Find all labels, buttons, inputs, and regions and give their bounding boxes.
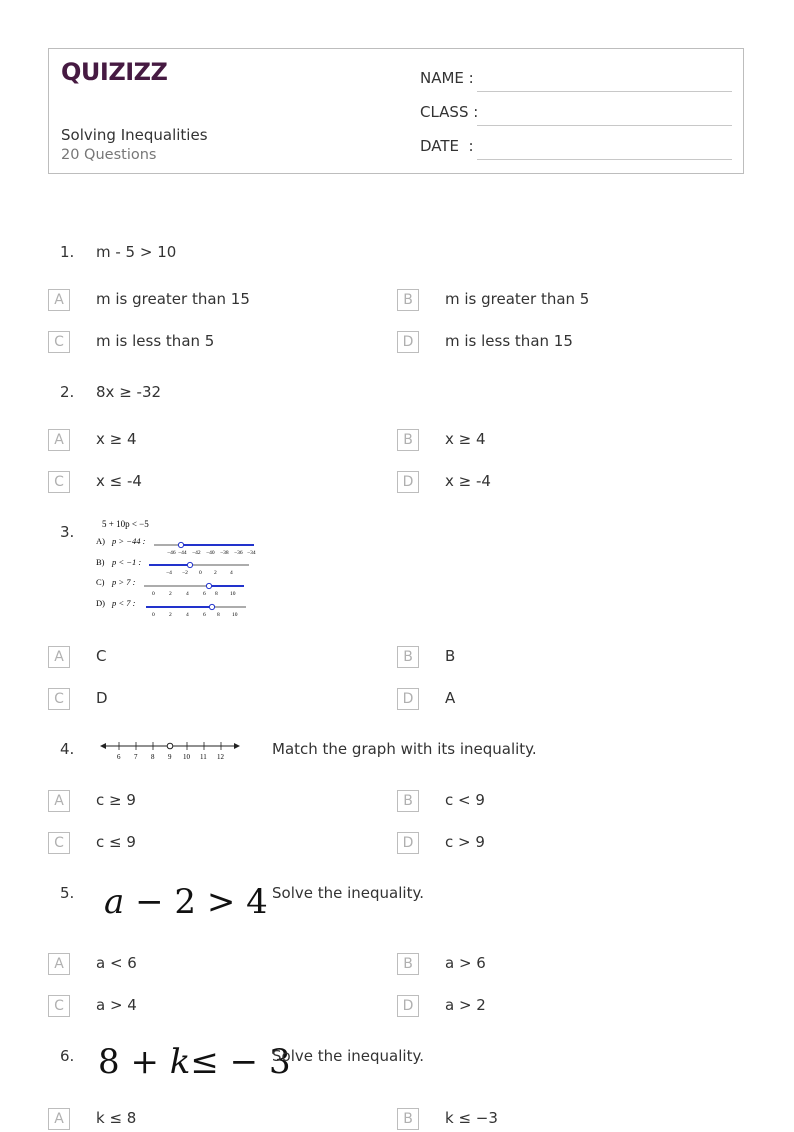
left-arrow-icon <box>100 743 106 749</box>
tick-label: 8 <box>151 753 155 761</box>
equation-rest: ≤ − 3 <box>190 1042 291 1082</box>
tick-label: 6 <box>117 753 121 761</box>
tick-label: −34 <box>247 550 256 556</box>
question-number: 6. <box>60 1047 75 1065</box>
tick-label: 4 <box>230 570 233 576</box>
image-row-label: B) <box>96 557 105 567</box>
option-letter: D <box>397 832 419 854</box>
option-letter: D <box>397 688 419 710</box>
option-letter: A <box>48 429 70 451</box>
option-text: a > 6 <box>445 954 486 972</box>
option-text: x ≥ -4 <box>445 472 491 490</box>
option-text: k ≤ −3 <box>445 1109 498 1127</box>
option-text: m is greater than 5 <box>445 290 590 308</box>
tick-label: 8 <box>217 612 220 618</box>
option-text: D <box>96 689 108 707</box>
image-problem: 5 + 10p < −5 <box>102 519 149 529</box>
option-text: A <box>445 689 456 707</box>
tick-label: 2 <box>169 591 172 597</box>
tick-label: −2 <box>182 570 188 576</box>
tick-label: 10 <box>232 612 238 618</box>
name-field[interactable] <box>420 69 732 93</box>
equation-image <box>98 1042 291 1082</box>
right-arrow-icon <box>234 743 240 749</box>
option-letter: D <box>397 331 419 353</box>
image-row-expr: p < −1 : <box>112 557 142 567</box>
tick-label: −4 <box>166 570 172 576</box>
tick-label: 11 <box>200 753 207 761</box>
image-row-expr: p > 7 : <box>112 577 136 587</box>
tick-label: 7 <box>134 753 138 761</box>
tick-label: −44 <box>178 550 187 556</box>
option-letter: A <box>48 790 70 812</box>
class-label: CLASS : <box>420 103 479 121</box>
tick-label: 4 <box>186 591 189 597</box>
option-text: m is less than 15 <box>445 332 573 350</box>
tick-label: −40 <box>206 550 215 556</box>
option-text: x ≥ 4 <box>445 430 486 448</box>
class-line <box>477 125 732 126</box>
option-letter: B <box>397 289 419 311</box>
option-text: x ≤ -4 <box>96 472 142 490</box>
option-letter: C <box>48 471 70 493</box>
option-text: c ≤ 9 <box>96 833 136 851</box>
open-circle <box>167 743 173 749</box>
option-text: c < 9 <box>445 791 485 809</box>
tick-label: 0 <box>199 570 202 576</box>
tick-label: 8 <box>215 591 218 597</box>
equation-variable: k <box>169 1042 191 1082</box>
open-circle <box>209 604 214 609</box>
tick-label: 0 <box>152 591 155 597</box>
question-text: Match the graph with its inequality. <box>272 740 537 758</box>
tick-label: −46 <box>167 550 176 556</box>
option-letter: C <box>48 832 70 854</box>
number-line-graph-image <box>98 737 244 763</box>
option-text: a > 4 <box>96 996 137 1014</box>
date-label: DATE : <box>420 137 474 155</box>
option-text: a < 6 <box>96 954 137 972</box>
tick-label: 2 <box>169 612 172 618</box>
image-row-label: A) <box>96 536 105 546</box>
open-circle <box>206 583 211 588</box>
option-letter: A <box>48 1108 70 1130</box>
worksheet-title: Solving Inequalities <box>61 126 208 144</box>
option-text: m is less than 5 <box>96 332 215 350</box>
question-text: Solve the inequality. <box>272 1047 424 1065</box>
option-text: m is greater than 15 <box>96 290 250 308</box>
question-text: m - 5 > 10 <box>96 243 177 261</box>
tick-label: −38 <box>220 550 229 556</box>
option-letter: B <box>397 1108 419 1130</box>
tick-label: 4 <box>186 612 189 618</box>
option-letter: C <box>48 331 70 353</box>
option-text: a > 2 <box>445 996 486 1014</box>
option-text: B <box>445 647 456 665</box>
question-count: 20 Questions <box>61 147 157 163</box>
option-letter: B <box>397 429 419 451</box>
quizizz-logo: QUIZIZZ <box>61 58 168 86</box>
equation-prefix: 8 + <box>98 1042 170 1082</box>
equation-variable: a <box>104 882 125 922</box>
tick-label: 6 <box>203 612 206 618</box>
option-letter: A <box>48 289 70 311</box>
question-number: 4. <box>60 740 75 758</box>
worksheet-header <box>48 48 744 174</box>
option-letter: B <box>397 953 419 975</box>
option-letter: A <box>48 953 70 975</box>
option-text: c ≥ 9 <box>96 791 136 809</box>
image-row-expr: p > −44 : <box>112 536 146 546</box>
tick-label: −36 <box>234 550 243 556</box>
tick-label: 12 <box>217 753 224 761</box>
open-circle <box>178 542 183 547</box>
option-letter: A <box>48 646 70 668</box>
image-row-expr: p < 7 : <box>112 598 136 608</box>
option-text: c > 9 <box>445 833 485 851</box>
option-text: C <box>96 647 107 665</box>
date-field[interactable] <box>420 137 732 161</box>
tick-label: 10 <box>230 591 236 597</box>
question-number: 5. <box>60 884 75 902</box>
class-field[interactable] <box>420 103 732 127</box>
equation-image <box>104 882 268 922</box>
tick-label: 9 <box>168 753 172 761</box>
option-letter: D <box>397 471 419 493</box>
question-number: 2. <box>60 383 75 401</box>
tick-label: 6 <box>203 591 206 597</box>
name-label: NAME : <box>420 69 474 87</box>
question-number: 3. <box>60 523 75 541</box>
image-row-label: C) <box>96 577 105 587</box>
tick-label: −42 <box>192 550 201 556</box>
question-text: 8x ≥ -32 <box>96 383 162 401</box>
question-text: Solve the inequality. <box>272 884 424 902</box>
option-letter: D <box>397 995 419 1017</box>
tick-label: 10 <box>183 753 190 761</box>
question-number: 1. <box>60 243 75 261</box>
option-letter: B <box>397 646 419 668</box>
option-text: x ≥ 4 <box>96 430 137 448</box>
tick-label: 2 <box>214 570 217 576</box>
option-letter: C <box>48 688 70 710</box>
option-letter: B <box>397 790 419 812</box>
image-row-label: D) <box>96 598 105 608</box>
number-line-choices-image <box>94 516 264 622</box>
equation-rest: − 2 > 4 <box>124 882 268 922</box>
option-text: k ≤ 8 <box>96 1109 137 1127</box>
name-line <box>477 91 732 92</box>
tick-label: 0 <box>152 612 155 618</box>
open-circle <box>187 562 192 567</box>
date-line <box>477 159 732 160</box>
option-letter: C <box>48 995 70 1017</box>
